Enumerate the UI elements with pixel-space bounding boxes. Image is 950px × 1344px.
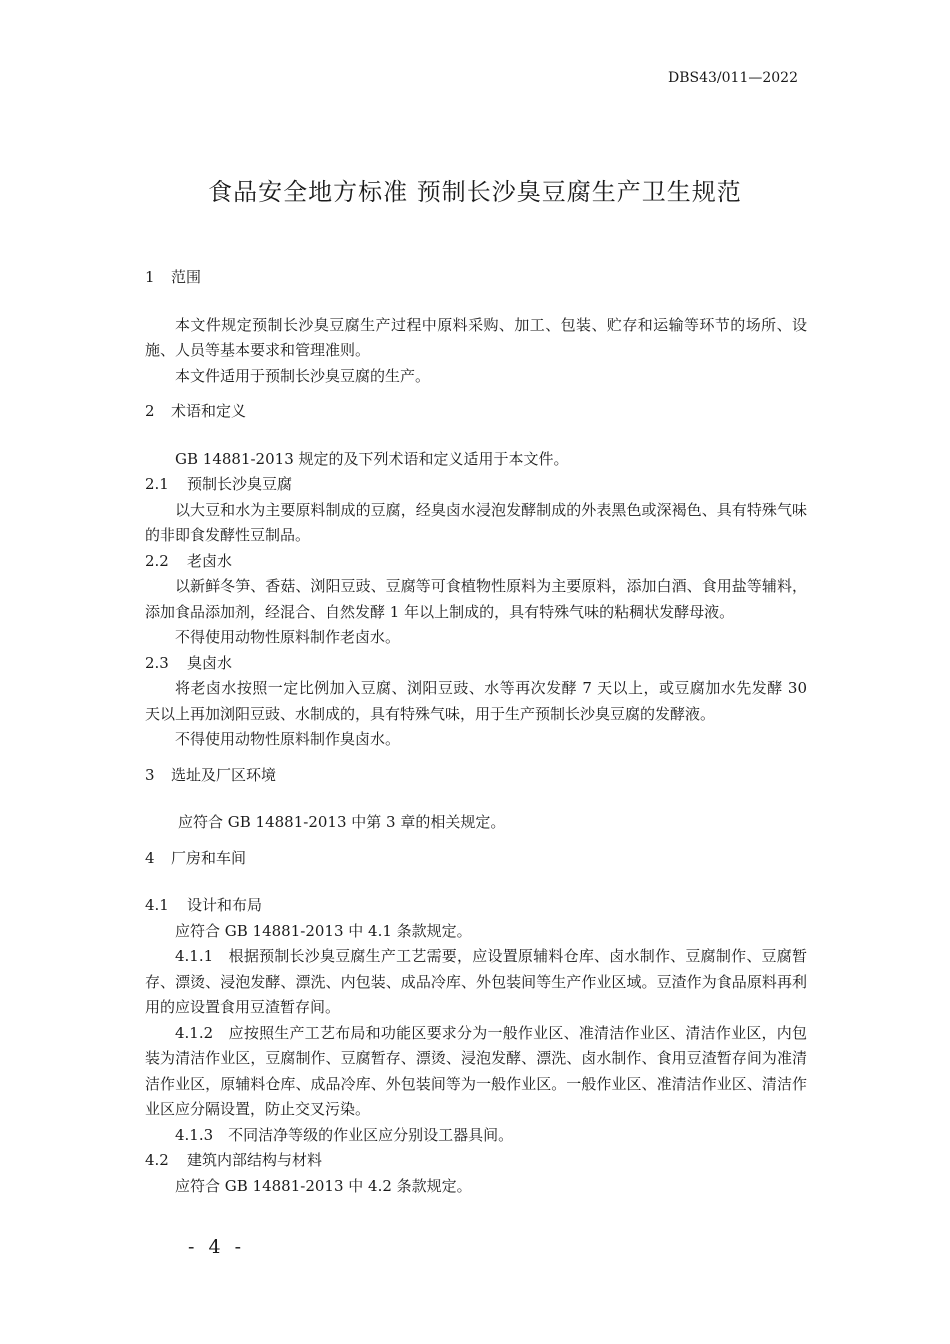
section-2-title: 术语和定义 [171,402,247,420]
section-1-para-2: 本文件适用于预制长沙臭豆腐的生产。 [175,366,431,385]
section-2-2-title: 老卤水 [187,551,233,570]
section-2-1-heading [145,472,807,498]
section-4-2-title: 建筑内部结构与材料 [187,1151,323,1169]
section-2-1-para-1: 以大豆和水为主要原料制成的豆腐，经臭卤水浸泡发酵制成的外表黑色或深褐色、具有特殊气味的非即食发酵性豆制品。 [145,500,807,544]
section-1-title: 范围 [171,268,202,286]
section-2-2-heading [145,549,807,575]
section-4-1-1-para: 4.1.1 根据预制长沙臭豆腐生产工艺需要，应设置原辅料仓库、卤水制作、豆腐制作、豆腐暂存、漂烫、浸泡发酵、漂洗、内包装、成品冷库、外包装间等生产作业区域。豆渣作为食品原料再利用的应设置食用豆渣暂存间。 [145,947,807,1016]
section-3-title: 选址及厂区环境 [171,765,277,784]
section-1-heading [145,265,807,291]
section-2-para-1: GB 14881-2013 规定的及下列术语和定义适用于本文件。 [175,449,569,468]
document-title: 食品安全地方标准 预制长沙臭豆腐生产卫生规范 [208,178,742,206]
section-2-1-title: 预制长沙臭豆腐 [187,475,293,493]
section-4-1-3-para: 4.1.3 不同洁净等级的作业区应分别设工器具间。 [175,1125,514,1144]
section-4-1-para-1: 应符合 GB 14881-2013 中 4.1 条款规定。 [175,921,472,940]
section-2-2-para-1: 以新鲜冬笋、香菇、浏阳豆豉、豆腐等可食植物性原料为主要原料，添加白酒、食用盐等辅料，添加食品添加剂，经混合、自然发酵 1 年以上制成的，具有特殊气味的粘稠状发酵母液。 [145,577,807,621]
section-4-2-heading [145,1148,807,1174]
doc-code: DBS43/011—2022 [668,70,798,86]
section-4-2-para-1: 应符合 GB 14881-2013 中 4.2 条款规定。 [175,1176,472,1195]
section-4-2-number: 4.2 [145,1151,169,1169]
section-2-2-para-2: 不得使用动物性原料制作老卤水。 [175,628,401,646]
section-4-title: 厂房和车间 [171,848,247,867]
section-2-heading [145,399,807,425]
section-3-para-1: 应符合 GB 14881-2013 中第 3 章的相关规定。 [178,813,506,831]
section-4-heading [145,846,807,872]
section-2-3-para-2: 不得使用动物性原料制作臭卤水。 [175,730,401,748]
section-1-number: 1 [145,268,155,286]
section-2-2-number: 2.2 [145,551,169,570]
section-3-heading [145,763,807,789]
section-2-3-heading [145,651,807,677]
section-2-3-number: 2.3 [145,653,169,672]
section-4-1-number: 4.1 [145,896,169,914]
section-1-para-1: 本文件规定预制长沙臭豆腐生产过程中原料采购、加工、包装、贮存和运输等环节的场所、设施、人员等基本要求和管理准则。 [145,315,807,359]
document-body [145,265,807,1199]
section-4-1-title: 设计和布局 [187,896,263,914]
section-2-number: 2 [145,402,155,420]
section-3-number: 3 [145,765,155,784]
section-2-1-number: 2.1 [145,475,169,493]
section-4-1-heading [145,893,807,919]
section-2-3-para-1: 将老卤水按照一定比例加入豆腐、浏阳豆豉、水等再次发酵 7 天以上，或豆腐加水先发酵 30 天以上再加浏阳豆豉、水制成的，具有特殊气味，用于生产预制长沙臭豆腐的发酵液。 [145,679,807,723]
section-4-number: 4 [145,848,155,867]
page-number: - 4 - [188,1236,246,1258]
section-4-1-2-para: 4.1.2 应按照生产工艺布局和功能区要求分为一般作业区、准清洁作业区、清洁作业区，内包装为清洁作业区，豆腐制作、豆腐暂存、漂烫、浸泡发酵、漂洗、卤水制作、食用豆渣暂存间为准清洁作业区，原辅料仓库、成品冷库、外包装间等为一般作业区。一般作业区、准清洁作业区、清洁作业区应分隔设置，防止交叉污染。 [145,1023,807,1118]
section-2-3-title: 臭卤水 [187,653,233,672]
